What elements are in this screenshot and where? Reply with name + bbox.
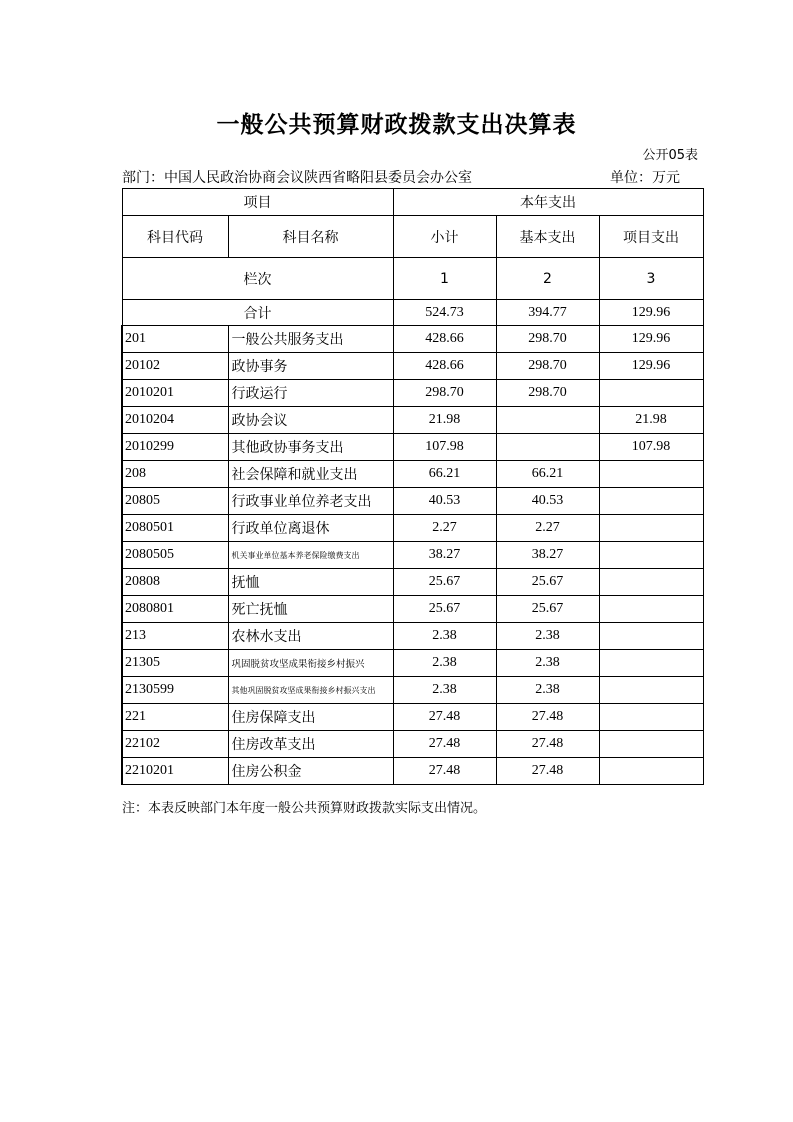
row-basic: 298.70	[496, 353, 599, 380]
row-subtotal: 40.53	[393, 488, 496, 515]
row-basic: 2.38	[496, 650, 599, 677]
table-row	[122, 353, 703, 380]
expenditure-table	[121, 188, 704, 785]
row-project: 129.96	[599, 353, 703, 380]
row-subtotal: 2.38	[393, 650, 496, 677]
row-code: 2010201	[122, 380, 228, 407]
row-subtotal: 27.48	[393, 731, 496, 758]
row-code: 2210201	[122, 758, 228, 785]
row-project: 107.98	[599, 434, 703, 461]
row-basic	[496, 434, 599, 461]
header-col3: 3	[599, 258, 703, 300]
table-row	[122, 758, 703, 785]
header-project-exp: 项目支出	[599, 216, 703, 258]
row-project: 21.98	[599, 407, 703, 434]
row-subtotal: 2.38	[393, 623, 496, 650]
header-current-year: 本年支出	[393, 189, 703, 216]
row-code: 201	[122, 326, 228, 353]
row-subtotal: 2.38	[393, 677, 496, 704]
total-subtotal: 524.73	[393, 300, 496, 326]
row-project	[599, 704, 703, 731]
row-project	[599, 461, 703, 488]
row-basic: 27.48	[496, 758, 599, 785]
row-code: 22102	[122, 731, 228, 758]
table-row	[122, 542, 703, 569]
header-project: 项目	[122, 189, 393, 216]
table-row	[122, 407, 703, 434]
row-code: 2130599	[122, 677, 228, 704]
page-title: 一般公共预算财政拨款支出决算表	[216, 112, 577, 138]
header-col1: 1	[393, 258, 496, 300]
row-code: 20808	[122, 569, 228, 596]
row-code: 2080505	[122, 542, 228, 569]
row-name: 住房改革支出	[228, 731, 393, 758]
row-basic: 27.48	[496, 704, 599, 731]
table-row	[122, 326, 703, 353]
row-name: 抚恤	[228, 569, 393, 596]
row-name: 政协事务	[228, 353, 393, 380]
row-name: 机关事业单位基本养老保险缴费支出	[228, 542, 393, 569]
form-number: 公开05表	[642, 148, 698, 163]
header-col2: 2	[496, 258, 599, 300]
row-code: 2080801	[122, 596, 228, 623]
row-code: 221	[122, 704, 228, 731]
row-project	[599, 677, 703, 704]
row-code: 21305	[122, 650, 228, 677]
row-project	[599, 488, 703, 515]
row-subtotal: 428.66	[393, 326, 496, 353]
row-name: 行政事业单位养老支出	[228, 488, 393, 515]
row-basic: 38.27	[496, 542, 599, 569]
table-row	[122, 677, 703, 704]
row-subtotal: 107.98	[393, 434, 496, 461]
row-code: 2010204	[122, 407, 228, 434]
total-basic: 394.77	[496, 300, 599, 326]
row-project	[599, 380, 703, 407]
row-name: 社会保障和就业支出	[228, 461, 393, 488]
row-name: 其他政协事务支出	[228, 434, 393, 461]
row-name: 其他巩固脱贫攻坚成果衔接乡村振兴支出	[228, 677, 393, 704]
row-basic: 2.38	[496, 623, 599, 650]
row-project: 129.96	[599, 326, 703, 353]
table-row	[122, 623, 703, 650]
table-row	[122, 596, 703, 623]
row-code: 2010299	[122, 434, 228, 461]
row-code: 20102	[122, 353, 228, 380]
row-basic: 66.21	[496, 461, 599, 488]
row-subtotal: 25.67	[393, 569, 496, 596]
footnote: 注：本表反映部门本年度一般公共预算财政拨款实际支出情况。	[122, 801, 487, 816]
row-subtotal: 38.27	[393, 542, 496, 569]
row-name: 行政单位离退休	[228, 515, 393, 542]
table-row	[122, 488, 703, 515]
row-subtotal: 428.66	[393, 353, 496, 380]
row-project	[599, 758, 703, 785]
header-subtotal: 小计	[393, 216, 496, 258]
table-row	[122, 380, 703, 407]
row-code: 20805	[122, 488, 228, 515]
row-subtotal: 66.21	[393, 461, 496, 488]
row-project	[599, 731, 703, 758]
row-subtotal: 298.70	[393, 380, 496, 407]
header-column-index: 栏次	[122, 258, 393, 300]
row-basic: 298.70	[496, 326, 599, 353]
row-project	[599, 623, 703, 650]
table-row	[122, 704, 703, 731]
row-basic	[496, 407, 599, 434]
row-basic: 2.27	[496, 515, 599, 542]
table-row	[122, 650, 703, 677]
table-row	[122, 434, 703, 461]
row-name: 农林水支出	[228, 623, 393, 650]
row-subtotal: 27.48	[393, 704, 496, 731]
unit-label: 单位：万元	[610, 170, 680, 186]
row-subtotal: 2.27	[393, 515, 496, 542]
row-project	[599, 542, 703, 569]
table-row	[122, 569, 703, 596]
row-basic: 27.48	[496, 731, 599, 758]
row-name: 政协会议	[228, 407, 393, 434]
row-basic: 298.70	[496, 380, 599, 407]
row-name: 死亡抚恤	[228, 596, 393, 623]
row-project	[599, 569, 703, 596]
header-code: 科目代码	[122, 216, 228, 258]
department-label: 部门：中国人民政治协商会议陕西省略阳县委员会办公室	[122, 170, 472, 186]
row-basic: 2.38	[496, 677, 599, 704]
row-subtotal: 25.67	[393, 596, 496, 623]
row-code: 208	[122, 461, 228, 488]
row-project	[599, 650, 703, 677]
total-label: 合计	[122, 300, 393, 326]
row-basic: 25.67	[496, 569, 599, 596]
row-code: 2080501	[122, 515, 228, 542]
row-basic: 25.67	[496, 596, 599, 623]
row-name: 行政运行	[228, 380, 393, 407]
header-name: 科目名称	[228, 216, 393, 258]
row-project	[599, 515, 703, 542]
header-basic: 基本支出	[496, 216, 599, 258]
row-subtotal: 21.98	[393, 407, 496, 434]
row-subtotal: 27.48	[393, 758, 496, 785]
row-name: 巩固脱贫攻坚成果衔接乡村振兴	[228, 650, 393, 677]
table-row	[122, 461, 703, 488]
row-project	[599, 596, 703, 623]
total-project: 129.96	[599, 300, 703, 326]
total-row	[122, 300, 703, 326]
row-name: 一般公共服务支出	[228, 326, 393, 353]
row-name: 住房公积金	[228, 758, 393, 785]
row-code: 213	[122, 623, 228, 650]
table-row	[122, 515, 703, 542]
row-basic: 40.53	[496, 488, 599, 515]
table-row	[122, 731, 703, 758]
row-name: 住房保障支出	[228, 704, 393, 731]
